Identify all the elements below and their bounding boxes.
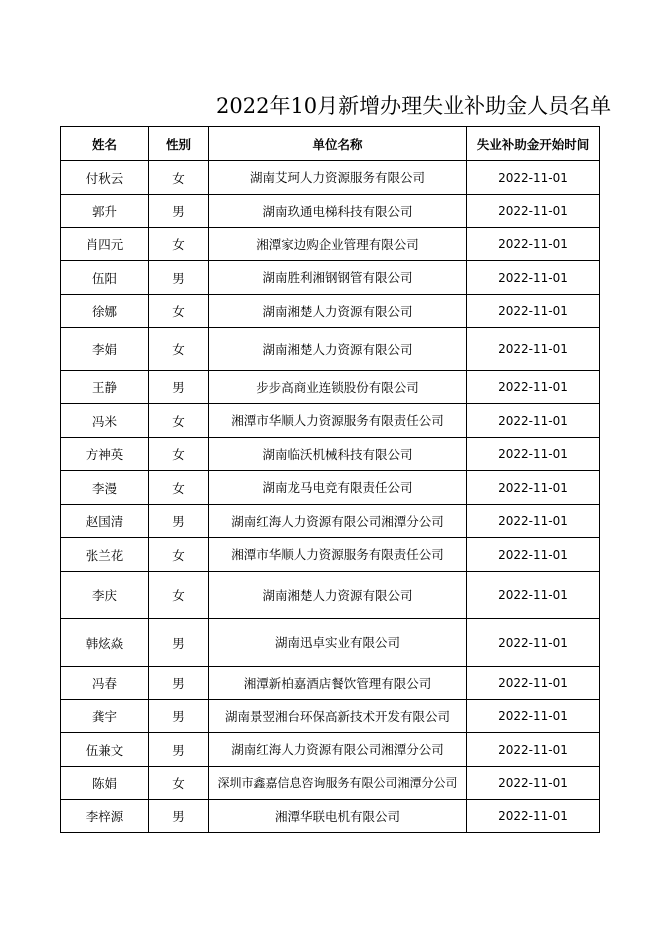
cell-name: 方神英 xyxy=(61,438,149,471)
cell-gender: 女 xyxy=(149,572,209,619)
table-row xyxy=(61,161,600,195)
cell-start-date: 2022-11-01 xyxy=(467,619,600,667)
cell-start-date: 2022-11-01 xyxy=(467,505,600,538)
cell-start-date: 2022-11-01 xyxy=(467,438,600,471)
cell-name: 李娟 xyxy=(61,328,149,371)
cell-name: 冯春 xyxy=(61,667,149,700)
cell-name: 陈娟 xyxy=(61,767,149,800)
cell-gender: 男 xyxy=(149,505,209,538)
cell-gender: 女 xyxy=(149,767,209,800)
cell-company: 湘潭市华顺人力资源服务有限责任公司 xyxy=(209,538,467,572)
cell-gender: 女 xyxy=(149,404,209,438)
cell-start-date: 2022-11-01 xyxy=(467,667,600,700)
cell-start-date: 2022-11-01 xyxy=(467,471,600,505)
cell-gender: 女 xyxy=(149,295,209,328)
table-row xyxy=(61,767,600,800)
cell-gender: 女 xyxy=(149,161,209,195)
cell-company: 湘潭新柏嘉酒店餐饮管理有限公司 xyxy=(209,667,467,700)
table-row xyxy=(61,572,600,619)
cell-gender: 女 xyxy=(149,328,209,371)
table-row xyxy=(61,538,600,572)
cell-company: 湖南临沃机械科技有限公司 xyxy=(209,438,467,471)
cell-company: 湖南湘楚人力资源有限公司 xyxy=(209,295,467,328)
cell-name: 龚宇 xyxy=(61,700,149,733)
cell-start-date: 2022-11-01 xyxy=(467,700,600,733)
table-row xyxy=(61,505,600,538)
cell-name: 肖四元 xyxy=(61,228,149,261)
cell-name: 王静 xyxy=(61,371,149,404)
cell-name: 付秋云 xyxy=(61,161,149,195)
title-container xyxy=(216,88,662,124)
cell-name: 张兰花 xyxy=(61,538,149,572)
cell-gender: 女 xyxy=(149,471,209,505)
cell-start-date: 2022-11-01 xyxy=(467,295,600,328)
cell-gender: 男 xyxy=(149,700,209,733)
cell-gender: 男 xyxy=(149,800,209,833)
cell-company: 湖南龙马电竞有限责任公司 xyxy=(209,471,467,505)
table-row xyxy=(61,371,600,404)
cell-name: 李庆 xyxy=(61,572,149,619)
cell-company: 湖南湘楚人力资源有限公司 xyxy=(209,572,467,619)
cell-gender: 男 xyxy=(149,371,209,404)
cell-start-date: 2022-11-01 xyxy=(467,195,600,228)
cell-company: 湘潭市华顺人力资源服务有限责任公司 xyxy=(209,404,467,438)
cell-start-date: 2022-11-01 xyxy=(467,572,600,619)
cell-gender: 男 xyxy=(149,195,209,228)
cell-company: 深圳市鑫嘉信息咨询服务有限公司湘潭分公司 xyxy=(209,767,467,800)
cell-start-date: 2022-11-01 xyxy=(467,228,600,261)
cell-name: 赵国清 xyxy=(61,505,149,538)
table-row xyxy=(61,295,600,328)
cell-gender: 男 xyxy=(149,619,209,667)
cell-name: 冯米 xyxy=(61,404,149,438)
cell-gender: 女 xyxy=(149,438,209,471)
header-start-date: 失业补助金开始时间 xyxy=(467,127,600,161)
document-title: 2022年10月新增办理失业补助金人员名单 xyxy=(216,94,612,118)
cell-name: 伍阳 xyxy=(61,261,149,295)
cell-company: 湖南红海人力资源有限公司湘潭分公司 xyxy=(209,505,467,538)
table-row xyxy=(61,471,600,505)
table-row xyxy=(61,733,600,767)
table-row xyxy=(61,404,600,438)
table-row xyxy=(61,619,600,667)
table-row xyxy=(61,700,600,733)
table-row xyxy=(61,438,600,471)
cell-gender: 女 xyxy=(149,228,209,261)
cell-company: 湖南红海人力资源有限公司湘潭分公司 xyxy=(209,733,467,767)
cell-start-date: 2022-11-01 xyxy=(467,261,600,295)
table-row xyxy=(61,328,600,371)
header-row xyxy=(61,127,600,161)
cell-start-date: 2022-11-01 xyxy=(467,371,600,404)
cell-company: 湖南湘楚人力资源有限公司 xyxy=(209,328,467,371)
cell-start-date: 2022-11-01 xyxy=(467,538,600,572)
cell-name: 徐娜 xyxy=(61,295,149,328)
cell-start-date: 2022-11-01 xyxy=(467,767,600,800)
cell-company: 湖南玖通电梯科技有限公司 xyxy=(209,195,467,228)
cell-gender: 男 xyxy=(149,261,209,295)
cell-name: 郭升 xyxy=(61,195,149,228)
cell-gender: 男 xyxy=(149,733,209,767)
cell-start-date: 2022-11-01 xyxy=(467,161,600,195)
cell-company: 湘潭华联电机有限公司 xyxy=(209,800,467,833)
cell-company: 湖南迅卓实业有限公司 xyxy=(209,619,467,667)
header-name: 姓名 xyxy=(61,127,149,161)
cell-company: 湖南景翌湘台环保高新技术开发有限公司 xyxy=(209,700,467,733)
header-gender: 性别 xyxy=(149,127,209,161)
table-row xyxy=(61,195,600,228)
cell-start-date: 2022-11-01 xyxy=(467,800,600,833)
table-row xyxy=(61,228,600,261)
cell-name: 韩炫焱 xyxy=(61,619,149,667)
header-company: 单位名称 xyxy=(209,127,467,161)
cell-company: 步步高商业连锁股份有限公司 xyxy=(209,371,467,404)
cell-company: 湖南艾珂人力资源服务有限公司 xyxy=(209,161,467,195)
cell-name: 李漫 xyxy=(61,471,149,505)
cell-name: 李梓源 xyxy=(61,800,149,833)
unemployment-subsidy-table xyxy=(60,126,600,833)
cell-start-date: 2022-11-01 xyxy=(467,328,600,371)
cell-start-date: 2022-11-01 xyxy=(467,733,600,767)
cell-name: 伍兼文 xyxy=(61,733,149,767)
table-row xyxy=(61,261,600,295)
cell-gender: 女 xyxy=(149,538,209,572)
table-row xyxy=(61,800,600,833)
cell-start-date: 2022-11-01 xyxy=(467,404,600,438)
cell-company: 湘潭家边购企业管理有限公司 xyxy=(209,228,467,261)
table-row xyxy=(61,667,600,700)
cell-gender: 男 xyxy=(149,667,209,700)
cell-company: 湖南胜利湘钢钢管有限公司 xyxy=(209,261,467,295)
